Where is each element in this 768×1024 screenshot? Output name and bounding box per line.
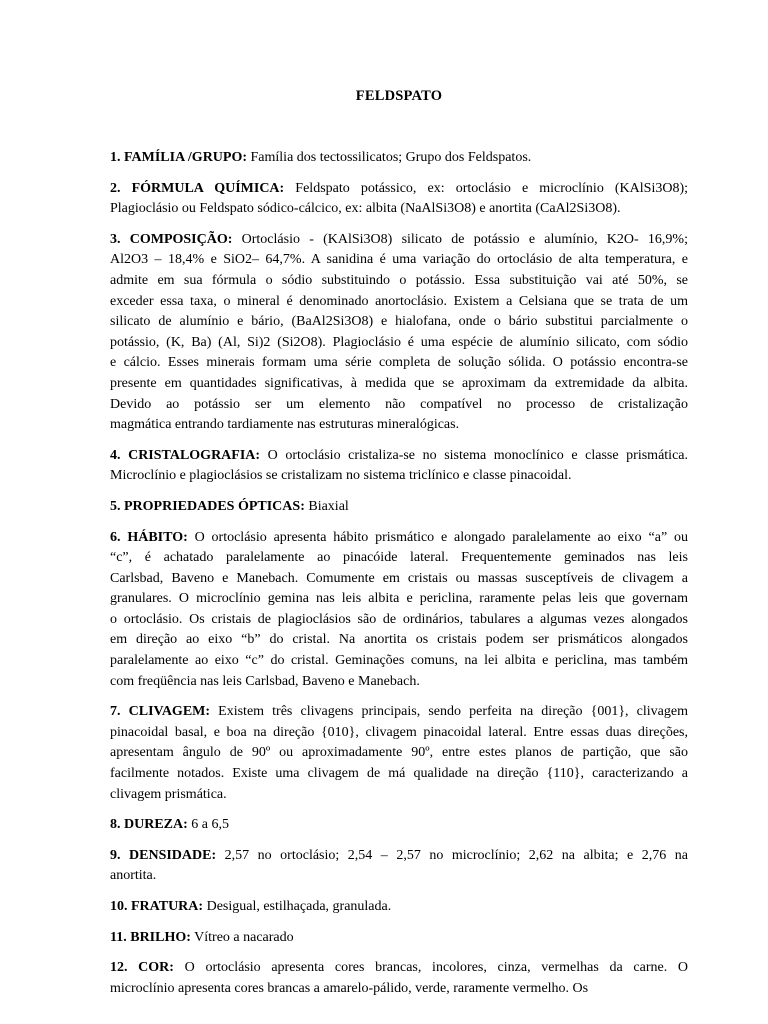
section-line <box>110 415 688 436</box>
section-heading: 10. FRATURA: <box>110 899 204 914</box>
section-6 <box>110 528 688 693</box>
section-line <box>110 446 688 467</box>
section-text: apresentam ângulo de 90º ou aproximadamente 90º, entre estes planos de partição, que são <box>110 745 688 761</box>
section-line <box>110 312 688 333</box>
document-title: FELDSPATO <box>355 88 443 104</box>
section-line <box>110 292 688 313</box>
section-text: admite em sua fórmula o sódio substituindo o potássio. Essa substituição vai até 50%, se <box>110 272 688 288</box>
section-text: exceder essa taxa, o mineral é denominado anortoclásio. Existem a Celsiana que se trata de um <box>110 293 688 309</box>
section-line <box>110 569 688 590</box>
section-line <box>110 589 688 610</box>
section-line <box>110 743 688 764</box>
section-1 <box>110 148 688 169</box>
section-heading: 1. FAMÍLIA /GRUPO: <box>110 150 248 165</box>
section-text: 6 a 6,5 <box>187 817 229 833</box>
section-text: presente em quantidades significativas, à medida que se aproximam da extremidade da albita. <box>110 375 688 391</box>
section-text: magmática entrando tardiamente nas estruturas mineralógicas. <box>110 417 460 433</box>
section-text: “c”, é achatado paralelamente ao pinacóide lateral. Frequentemente geminados nas leis <box>110 550 688 566</box>
section-heading: 11. BRILHO: <box>110 929 191 945</box>
document-body <box>110 148 688 999</box>
section-text: Biaxial <box>304 498 349 514</box>
section-10 <box>110 897 688 918</box>
section-text: facilmente notados. Existe uma clivagem de má qualidade na direção {110}, caracterizando a <box>110 766 688 782</box>
section-3 <box>110 230 688 436</box>
section-line <box>110 897 688 918</box>
section-line <box>110 148 688 169</box>
section-line <box>110 250 688 271</box>
section-text: Microclínio e plagioclásios se cristalizam no sistema triclínico e classe pinacoidal. <box>110 468 572 484</box>
section-heading: 6. HÁBITO: <box>110 529 188 545</box>
section-line <box>110 702 688 723</box>
section-line <box>110 846 688 867</box>
section-heading: 9. DENSIDADE: <box>110 847 217 863</box>
section-text: granulares. O microclínio gemina nas leis albita e periclina, raramente pelas leis que governam <box>110 591 688 607</box>
section-text: Vítreo a nacarado <box>190 929 294 945</box>
section-line <box>110 333 688 354</box>
section-heading: 8. DUREZA: <box>110 817 188 833</box>
section-heading: 4. CRISTALOGRAFIA: <box>110 447 261 463</box>
section-7 <box>110 702 688 805</box>
section-line <box>110 395 688 416</box>
section-line <box>110 548 688 569</box>
section-4 <box>110 446 688 487</box>
section-11 <box>110 928 688 949</box>
section-heading: 7. CLIVAGEM: <box>110 704 211 720</box>
section-text: O ortoclásio apresenta cores brancas, incolores, cinza, vermelhas da carne. O <box>173 960 688 976</box>
section-text: clivagem prismática. <box>110 786 227 802</box>
section-line <box>110 353 688 374</box>
section-text: Carlsbad, Baveno e Manebach. Comumente em cristais ou massas susceptíveis de clivagem a <box>110 570 688 586</box>
section-text: em direção ao eixo “b” do cristal. Na anortita os cristais podem ser prismáticos alongados <box>110 632 688 648</box>
section-text: com freqüência nas leis Carlsbad, Baveno e Manebach. <box>110 673 420 689</box>
section-text: Ortoclásio - (KAlSi3O8) silicato de potássio e alumínio, K2O- 16,9%; <box>232 231 688 247</box>
section-text: paralelamente ao eixo “c” do cristal. Geminações comuns, na lei albita e periclina, mas também <box>110 653 688 669</box>
section-text: e cálcio. Esses minerais formam uma série completa de solução sólida. O potássio encontra-se <box>110 355 688 371</box>
section-line <box>110 528 688 549</box>
section-text: 2,57 no ortoclásio; 2,54 – 2,57 no microclínio; 2,62 na albita; e 2,76 na <box>216 847 688 863</box>
section-text: potássio, (K, Ba) (Al, Si)2 (Si2O8). Plagioclásio é uma espécie de alumínio silicato, com sódio <box>110 334 688 350</box>
section-line <box>110 630 688 651</box>
section-text: Feldspato potássico, ex: ortoclásio e microclínio (KAlSi3O8); <box>284 180 689 196</box>
section-line <box>110 979 688 1000</box>
section-line <box>110 672 688 693</box>
section-line <box>110 764 688 785</box>
section-line <box>110 271 688 292</box>
section-12 <box>110 958 688 999</box>
section-line <box>110 466 688 487</box>
section-text: Desigual, estilhaçada, granulada. <box>203 899 392 914</box>
section-line <box>110 785 688 806</box>
section-text: Plagioclásio ou Feldspato sódico-cálcico, ex: albita (NaAlSi3O8) e anortita (CaAl2Si3O8). <box>110 201 621 217</box>
section-text: Al2O3 – 18,4% e SiO2– 64,7%. A sanidina é uma variação do ortoclásio de alta temperatura, e <box>110 252 688 268</box>
section-line <box>110 179 688 200</box>
section-line <box>110 230 688 251</box>
section-text: O ortoclásio apresenta hábito prismático e alongado paralelamente ao eixo “a” ou <box>187 529 688 545</box>
section-line <box>110 651 688 672</box>
section-text: Família dos tectossilicatos; Grupo dos Feldspatos. <box>247 150 532 165</box>
section-5 <box>110 497 688 518</box>
section-text: o ortoclásio. Os cristais de plagioclásios são de ordinários, tabulares a algumas vezes alongados <box>110 611 688 627</box>
section-text: O ortoclásio cristaliza-se no sistema monoclínico e classe prismática. <box>260 447 688 463</box>
section-2 <box>110 179 688 220</box>
section-8 <box>110 815 688 836</box>
section-line <box>110 866 688 887</box>
section-heading: 12. COR: <box>110 960 174 976</box>
section-text: Existem três clivagens principais, sendo perfeita na direção {001}, clivagem <box>210 704 688 720</box>
section-line <box>110 610 688 631</box>
section-heading: 2. FÓRMULA QUÍMICA: <box>110 180 285 196</box>
section-line <box>110 374 688 395</box>
section-text: anortita. <box>110 868 157 884</box>
section-heading: 3. COMPOSIÇÃO: <box>110 231 233 247</box>
section-9 <box>110 846 688 887</box>
section-line <box>110 723 688 744</box>
section-text: pinacoidal basal, e boa na direção {010}, clivagem pinacoidal lateral. Entre essas duas direções, <box>110 724 688 740</box>
section-line <box>110 958 688 979</box>
section-line <box>110 928 688 949</box>
section-heading: 5. PROPRIEDADES ÓPTICAS: <box>110 498 305 514</box>
section-text: Devido ao potássio ser um elemento não compatível no processo de cristalização <box>110 396 688 412</box>
section-text: microclínio apresenta cores brancas a amarelo-pálido, verde, raramente vermelho. Os <box>110 980 589 996</box>
section-line <box>110 815 688 836</box>
section-line <box>110 199 688 220</box>
section-line <box>110 497 688 518</box>
section-text: silicato de alumínio e bário, (BaAl2Si3O8) e hialofana, onde o bário substitui parcialmente o <box>110 314 688 330</box>
